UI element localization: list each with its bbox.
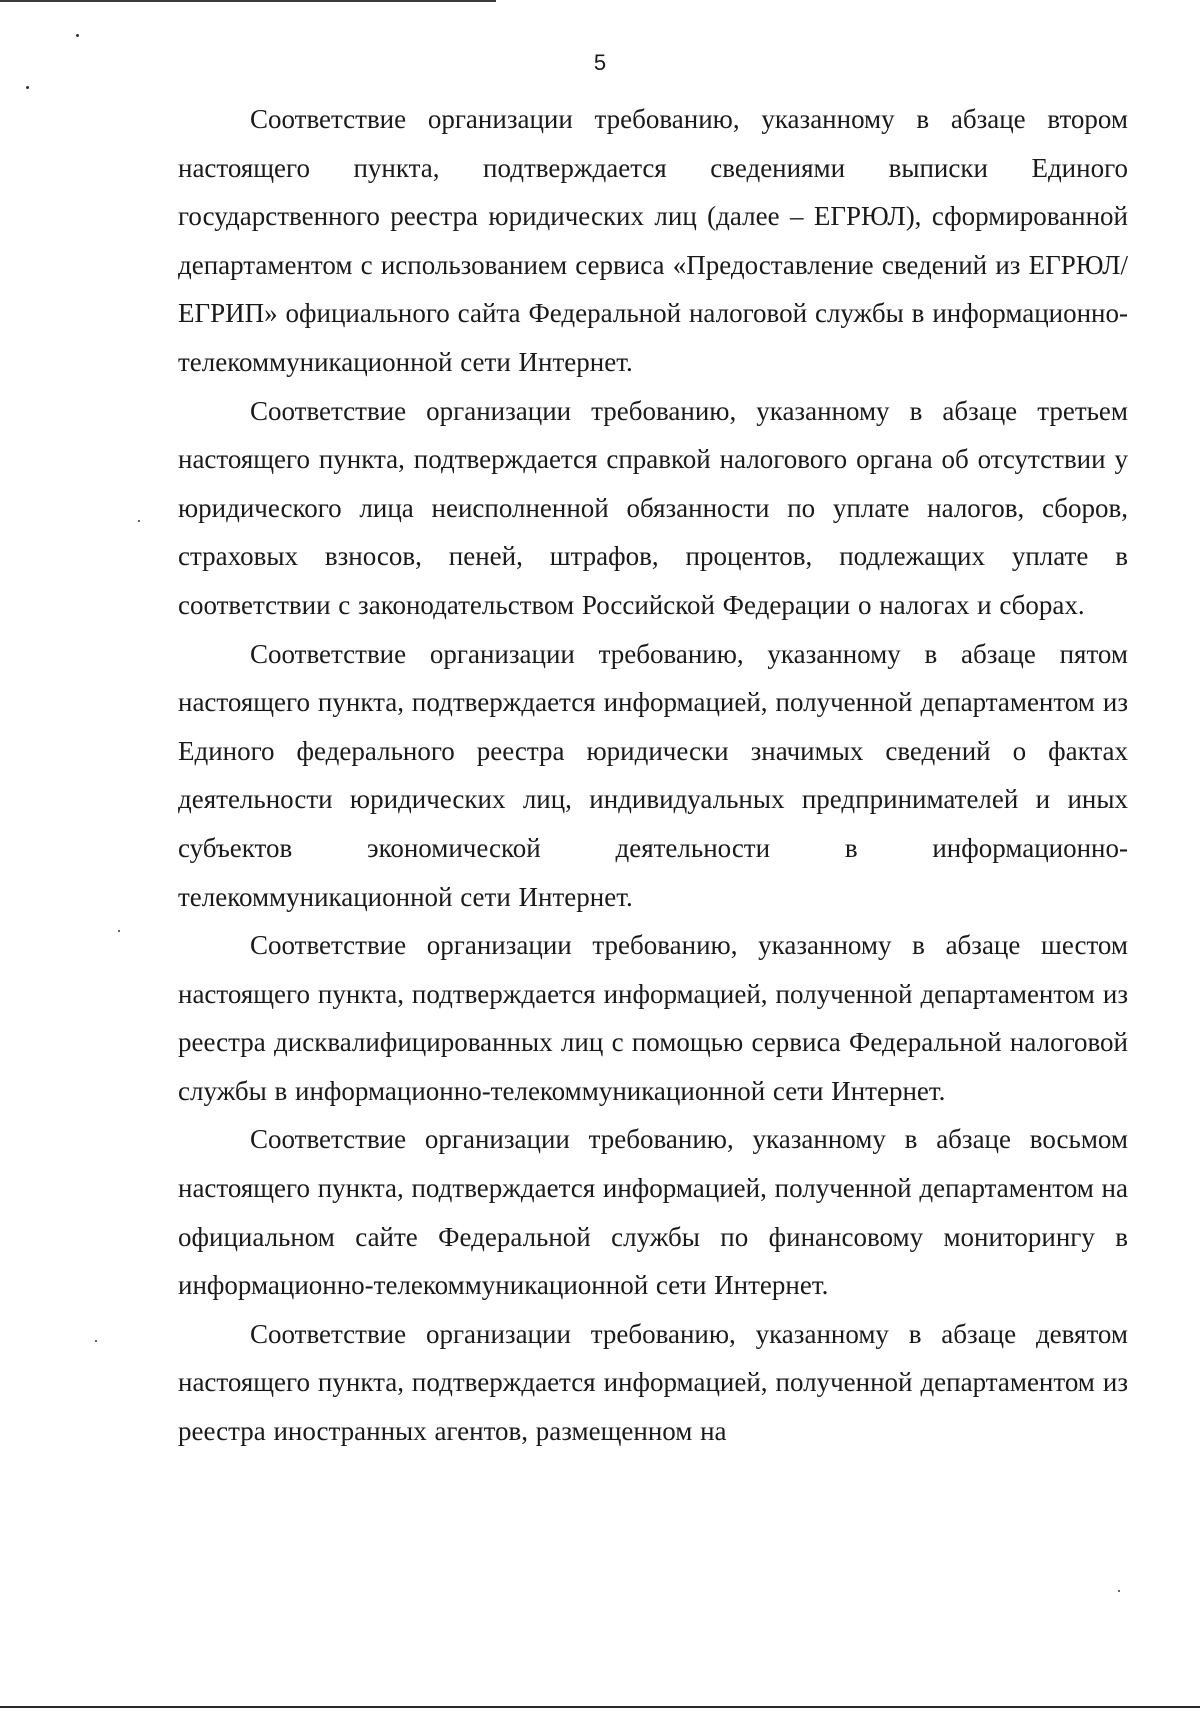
scan-speck bbox=[76, 34, 79, 37]
document-body bbox=[178, 95, 1128, 1456]
scan-speck bbox=[26, 86, 29, 89]
page-number: 5 bbox=[593, 50, 607, 75]
paragraph-tax-certificate: Соответствие организации требованию, указанному в абзаце третьем настоящего пункта, подтверждается справкой налогового органа об отсутствии у юридического лица неисполненной обязанности по уплате налогов, сборов, страховых взносов, пеней, штрафов, процентов, подлежащих уплате в соответствии с законодательством Российской Федерации о налогах и сборах. bbox=[178, 395, 1128, 620]
paragraph-rosfinmonitoring: Соответствие организации требованию, указанному в абзаце восьмом настоящего пункта, подтверждается информацией, полученной департаментом на официальном сайте Федеральной службы по финансовому мониторингу в информационно-телекоммуникационной сети Интернет. bbox=[178, 1124, 1128, 1301]
scan-speck bbox=[138, 520, 140, 522]
scan-speck bbox=[95, 1340, 97, 1342]
scan-edge-top bbox=[0, 0, 496, 2]
paragraph-fedresurs: Соответствие организации требованию, указанному в абзаце пятом настоящего пункта, подтверждается информацией, полученной департаментом из Единого федерального реестра юридически значимых сведений о фактах деятельности юридических лиц, индивидуальных предпринимателей и иных субъектов экономической деятельности в информационно-телекоммуникационной сети Интернет. bbox=[178, 638, 1128, 912]
scan-edge-bottom bbox=[0, 1706, 1200, 1708]
scan-speck bbox=[1118, 1590, 1120, 1592]
scan-speck bbox=[118, 930, 120, 932]
paragraph-foreign-agents: Соответствие организации требованию, указанному в абзаце девятом настоящего пункта, подтверждается информацией, полученной департаментом из реестра иностранных агентов, размещенном на bbox=[178, 1318, 1128, 1447]
paragraph-disqualified-registry: Соответствие организации требованию, указанному в абзаце шестом настоящего пункта, подтверждается информацией, полученной департаментом из реестра дисквалифицированных лиц с помощью сервиса Федеральной налоговой службы в информационно-телекоммуникационной сети Интернет. bbox=[178, 930, 1128, 1106]
paragraph-egrul: Соответствие организации требованию, указанному в абзаце втором настоящего пункта, подтверждается сведениями выписки Единого государственного реестра юридических лиц (далее – ЕГРЮЛ), сформированной департаментом с использованием сервиса «Предоставление сведений из ЕГРЮЛ/ЕГРИП» официального сайта Федеральной налоговой службы в информационно-телекоммуникационной сети Интернет. bbox=[178, 104, 1128, 377]
